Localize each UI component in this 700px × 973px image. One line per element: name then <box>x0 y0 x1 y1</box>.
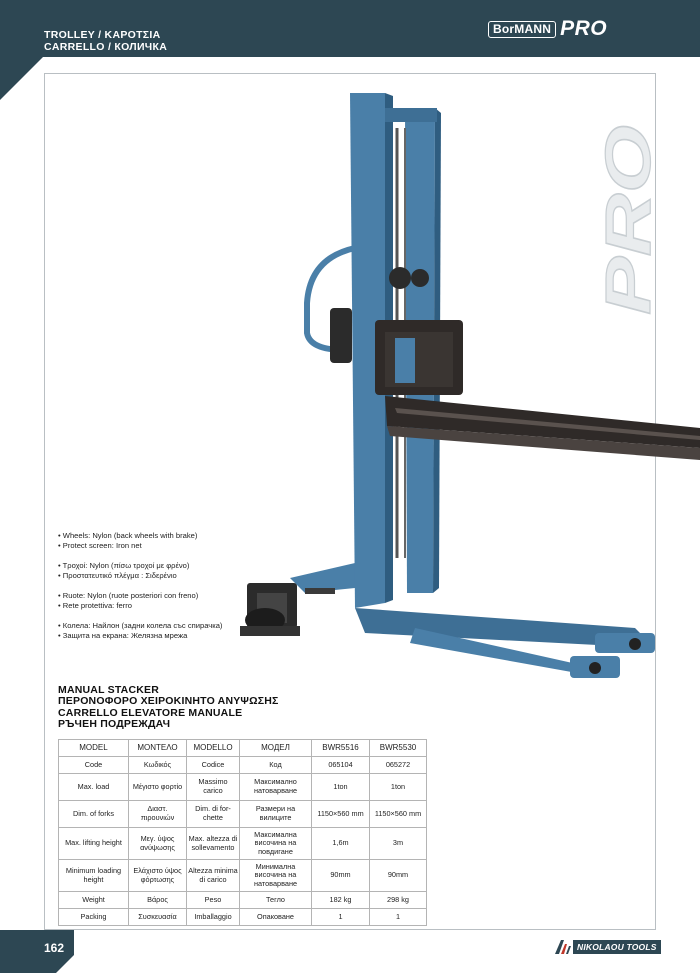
brand-pro: PRO <box>560 17 608 40</box>
table-cell: Διαστ. πιρουνιών <box>129 801 187 828</box>
page-number: 162 <box>44 941 65 955</box>
table-cell: Peso <box>187 892 240 909</box>
table-row <box>59 801 427 828</box>
product-title-en: MANUAL STACKER <box>58 684 159 696</box>
table-cell: 1 <box>312 909 370 926</box>
table-cell: Тегло <box>240 892 312 909</box>
table-cell: 90mm <box>370 860 427 892</box>
brand-logo <box>488 17 608 40</box>
table-cell: 1150×560 mm <box>312 801 370 828</box>
feature-item: • Колела: Найлон (задни колела със спирачка) <box>58 621 222 631</box>
table-cell: Altezza minima di carico <box>187 860 240 892</box>
table-cell: Max. lifting height <box>59 828 129 860</box>
feature-item: • Rete protettiva: ferro <box>58 601 222 611</box>
table-cell: Weight <box>59 892 129 909</box>
table-cell: 298 kg <box>370 892 427 909</box>
feature-group-it <box>58 591 222 611</box>
header-cell: MODEL <box>59 740 129 757</box>
feature-list <box>58 531 222 651</box>
table-cell: 182 kg <box>312 892 370 909</box>
feature-group-el <box>58 561 222 581</box>
table-cell: 065272 <box>370 757 427 774</box>
product-title-bg: РЪЧЕН ПОДРЕЖДАЧ <box>58 718 171 731</box>
feature-item: • Protect screen: Iron net <box>58 541 222 551</box>
table-cell: Max. altezza di sollevamento <box>187 828 240 860</box>
table-row <box>59 774 427 801</box>
feature-group-bg <box>58 621 222 641</box>
category-line-1: TROLLEY / ΚΑΡΟΤΣΙΑ <box>44 29 161 41</box>
table-cell: 1 <box>370 909 427 926</box>
distributor-name: NIKOLAOU TOOLS <box>573 940 661 954</box>
table-cell: 1150×560 mm <box>370 801 427 828</box>
table-cell: 90mm <box>312 860 370 892</box>
table-cell: Размери на вилиците <box>240 801 312 828</box>
table-cell: Минимална височина на натоварване <box>240 860 312 892</box>
feature-item: • Ruote: Nylon (ruote posteriori con freno) <box>58 591 222 601</box>
table-cell: Опаковане <box>240 909 312 926</box>
table-cell: Dim. di for-chette <box>187 801 240 828</box>
feature-item: • Τροχοί: Nylon (πίσω τροχοί με φρένο) <box>58 561 222 571</box>
product-title-it: CARRELLO ELEVATORE MANUALE <box>58 706 243 719</box>
table-cell: Max. load <box>59 774 129 801</box>
header-cell: BWR5516 <box>312 740 370 757</box>
table-cell: Максимална височина на повдигане <box>240 828 312 860</box>
table-row <box>59 892 427 909</box>
table-cell: Μέγιστο φορτίο <box>129 774 187 801</box>
svg-text:PRO: PRO <box>592 176 664 315</box>
distributor-mark-icon <box>555 940 571 954</box>
table-cell: Βάρος <box>129 892 187 909</box>
table-cell: Ελάχιστο ύψος φόρτωσης <box>129 860 187 892</box>
feature-item: • Wheels: Nylon (back wheels with brake) <box>58 531 222 541</box>
table-cell: Κωδικός <box>129 757 187 774</box>
table-cell: 065104 <box>312 757 370 774</box>
header-cell: BWR5530 <box>370 740 427 757</box>
header-notch <box>0 57 43 100</box>
category-line-2: CARRELLO / КОЛИЧКА <box>44 41 168 53</box>
table-cell: 1,6m <box>312 828 370 860</box>
table-row <box>59 828 427 860</box>
table-row <box>59 757 427 774</box>
table-cell: Codice <box>187 757 240 774</box>
table-cell: 1ton <box>312 774 370 801</box>
table-cell: Imballaggio <box>187 909 240 926</box>
table-cell: Μεγ. ύψος ανύψωσης <box>129 828 187 860</box>
table-cell: Код <box>240 757 312 774</box>
product-title-el: ΠΕΡΟΝΟΦΟΡΟ ΧΕΙΡΟΚΙΝΗΤΟ ΑΝΥΨΩΣΗΣ <box>58 695 279 708</box>
spec-table <box>58 739 427 926</box>
manual-stacker-image <box>235 88 700 683</box>
table-cell: Συσκευασία <box>129 909 187 926</box>
brand-name: BorMANN <box>488 21 556 38</box>
header-cell: МОДЕЛ <box>240 740 312 757</box>
table-cell: Code <box>59 757 129 774</box>
header-cell: MODELLO <box>187 740 240 757</box>
table-cell: Massimo carico <box>187 774 240 801</box>
distributor-logo <box>555 939 661 955</box>
table-row <box>59 860 427 892</box>
table-row <box>59 909 427 926</box>
table-cell: 1ton <box>370 774 427 801</box>
table-cell: Dim. of forks <box>59 801 129 828</box>
table-cell: 3m <box>370 828 427 860</box>
feature-item: • Προστατευτικό πλέγμα : Σιδερένιο <box>58 571 222 581</box>
table-cell: Minimum loading height <box>59 860 129 892</box>
table-cell: Максимално натоварване <box>240 774 312 801</box>
table-cell: Packing <box>59 909 129 926</box>
feature-group-en <box>58 531 222 551</box>
header-cell: ΜΟΝΤΕΛΟ <box>129 740 187 757</box>
feature-item: • Защита на екрана: Желязна мрежа <box>58 631 222 641</box>
table-header-row <box>59 740 427 757</box>
product-titles <box>58 685 279 731</box>
